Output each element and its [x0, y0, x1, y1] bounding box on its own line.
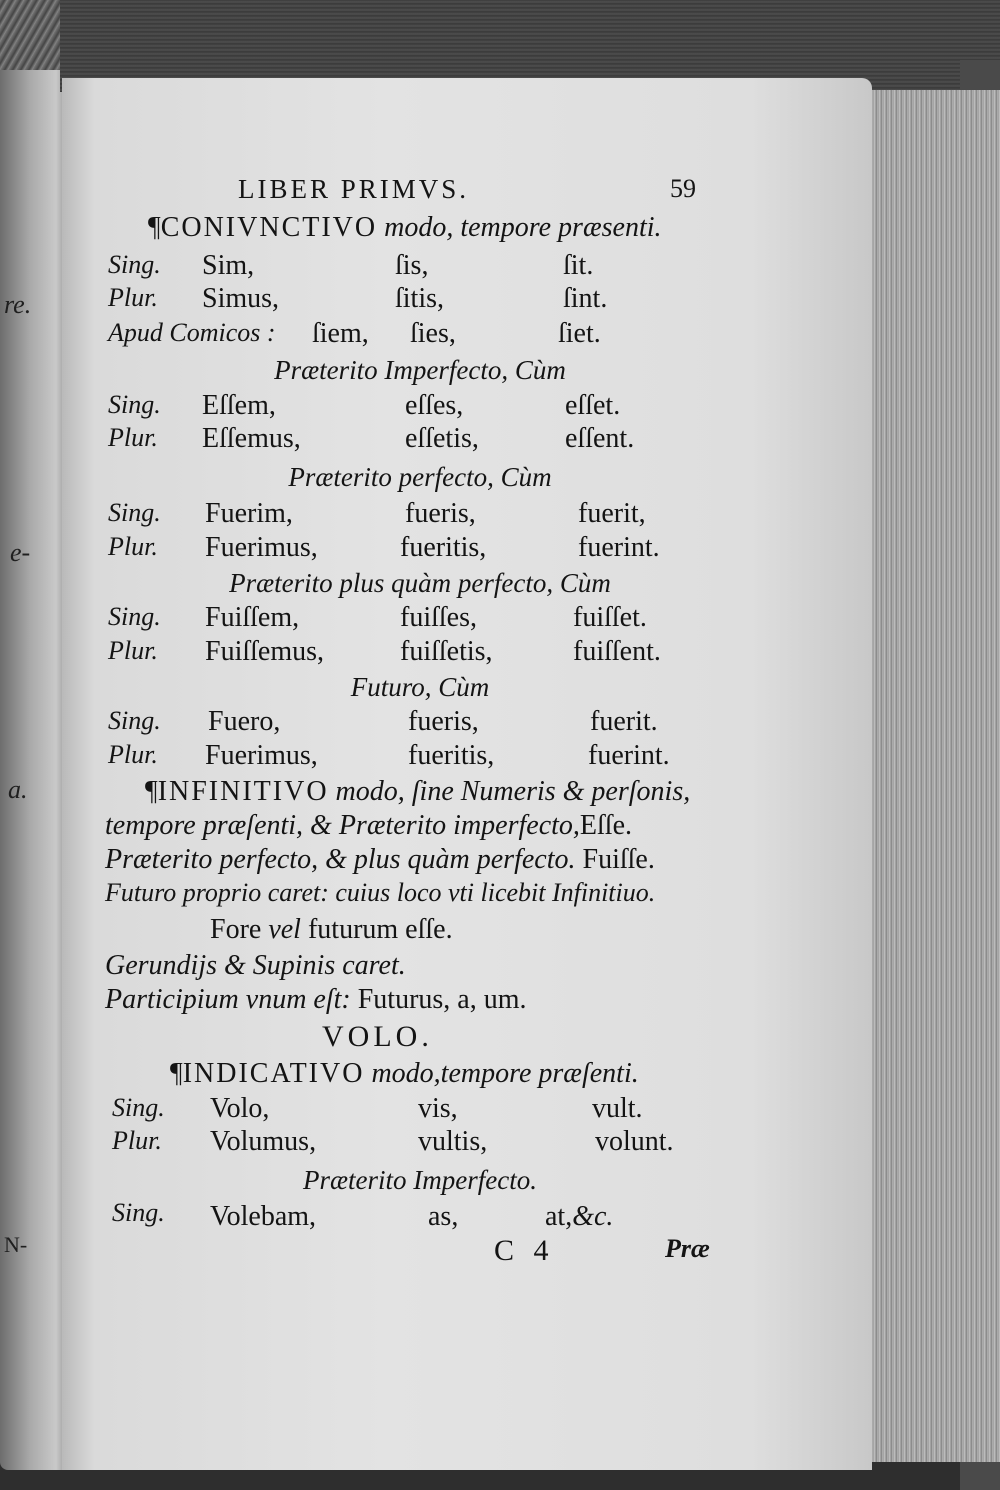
form-cell: Fuerim, [205, 498, 293, 529]
left-fragment: a. [8, 775, 28, 804]
tense-title: Futuro, Cùm [350, 672, 490, 702]
infinitive-line [210, 916, 453, 944]
verb-title: VOLO. [322, 1020, 433, 1053]
page-number: 59 [670, 174, 696, 203]
italic-text: tempore præſenti, & Præterito imperfecto, [105, 810, 580, 841]
infinitive-line [105, 812, 632, 840]
form-cell: ſis, [395, 250, 429, 281]
heading-rest: modo, tempore præsenti. [384, 212, 662, 243]
infinitive-line: Futuro proprio caret: cuius loco vti licebit Infinitiuo. [105, 878, 656, 907]
italic-text: vel [268, 914, 301, 945]
signature-mark: C 4 [494, 1234, 555, 1267]
form-cell: Sim, [202, 250, 255, 281]
form-cell: eſſent. [565, 423, 635, 454]
form-cell: eſſetis, [405, 423, 479, 454]
pilcrow-mark: ¶ [170, 1058, 183, 1089]
section-heading-indicativo [170, 1060, 639, 1088]
form-cell: fuerint. [588, 740, 670, 771]
form-cell: ſit. [563, 250, 594, 281]
row-label: Plur. [108, 740, 158, 769]
form-cell: eſſet. [565, 390, 621, 421]
left-page-edge [0, 70, 66, 1470]
form-cell: Fuero, [208, 706, 281, 737]
form-cell: Fuerimus, [205, 740, 318, 771]
form-cell: fuerit, [578, 498, 646, 529]
form-cell: Eſſem, [202, 390, 276, 421]
left-fragment: N- [4, 1232, 28, 1257]
form-cell: fuiſſes, [400, 602, 477, 633]
form-cell: fueritis, [400, 532, 487, 563]
form-cell: fuiſſetis, [400, 636, 493, 667]
italic-text: Præterito perfecto, & plus quàm perfecto. [105, 844, 576, 875]
row-label: Sing. [112, 1093, 165, 1122]
form-cell: fuiſſent. [573, 636, 661, 667]
row-label: Sing. [108, 706, 161, 735]
left-fragment: re. [4, 290, 32, 319]
heading-rest: modo, ſine Numeris & perſonis, [335, 776, 691, 807]
form-cell: fuiſſet. [573, 602, 647, 633]
row-label: Sing. [108, 498, 161, 527]
roman-text: at, [545, 1201, 573, 1232]
row-label: Sing. [108, 250, 161, 279]
form-cell: eſſes, [405, 390, 464, 421]
form-cell: vultis, [418, 1126, 488, 1157]
form-cell: vis, [418, 1093, 458, 1124]
form-cell [545, 1203, 613, 1231]
form-cell: vult. [592, 1093, 643, 1124]
form-cell: ſitis, [395, 283, 445, 314]
form-cell: Volebam, [210, 1201, 317, 1232]
infinitive-line [105, 846, 655, 874]
row-label: Sing. [108, 390, 161, 419]
mood-name: CONIVNCTIVO [160, 212, 378, 243]
roman-text: Futurus, a, um. [357, 984, 527, 1015]
heading-rest: modo,tempore præſenti. [371, 1058, 639, 1089]
pilcrow-mark: ¶ [145, 776, 158, 807]
form-cell: ſint. [563, 283, 608, 314]
row-label: Sing. [112, 1198, 165, 1227]
form-cell: as, [428, 1201, 459, 1232]
row-label: Sing. [108, 602, 161, 631]
gerund-line: Gerundijs & Supinis caret. [105, 950, 406, 981]
form-cell: Fuiſſemus, [205, 636, 325, 667]
page-fore-edge [868, 90, 1000, 1462]
form-cell: fueritis, [408, 740, 495, 771]
italic-text: &c. [572, 1201, 614, 1232]
form-cell: fuerit. [590, 706, 658, 737]
form-cell: Eſſemus, [202, 423, 301, 454]
roman-text: Eſſe. [579, 810, 632, 841]
tense-title: Præterito plus quàm perfecto, Cùm [229, 568, 611, 598]
form-cell: Volo, [210, 1093, 270, 1124]
form-cell: fueris, [405, 498, 476, 529]
section-heading-infinitivo [145, 778, 690, 806]
row-label: Plur. [108, 283, 158, 312]
catchword: Præ [665, 1234, 710, 1263]
form-cell: fuerint. [578, 532, 660, 563]
tense-title: Præterito Imperfecto, Cùm [274, 355, 566, 385]
form-cell: ſies, [410, 318, 456, 349]
form-cell: Fuerimus, [205, 532, 318, 563]
form-cell: Fuiſſem, [205, 602, 300, 633]
form-cell: Volumus, [210, 1126, 317, 1157]
page [62, 78, 872, 1470]
form-cell: fueris, [408, 706, 479, 737]
row-label: Plur. [112, 1126, 162, 1155]
pilcrow-mark: ¶ [148, 212, 161, 243]
italic-text: Participium vnum eſt: [105, 984, 351, 1015]
participle-line [105, 986, 527, 1014]
roman-text: Fore [210, 914, 262, 945]
running-title: LIBER PRIMVS. [238, 174, 470, 204]
row-label: Plur. [108, 636, 158, 665]
roman-text: Fuiſſe. [582, 844, 655, 875]
roman-text: futurum eſſe. [307, 914, 453, 945]
tense-title: Præterito perfecto, Cùm [288, 462, 552, 492]
tense-title: Præterito Imperfecto. [303, 1165, 537, 1195]
form-cell: Simus, [202, 283, 280, 314]
row-label: Plur. [108, 532, 158, 561]
form-cell: volunt. [595, 1126, 674, 1157]
row-label: Plur. [108, 423, 158, 452]
form-cell: ſiet. [558, 318, 601, 349]
row-label: Apud Comicos : [108, 318, 276, 347]
left-fragment: e- [10, 538, 31, 567]
mood-name: INDICATIVO [182, 1058, 365, 1089]
mood-name: INFINITIVO [157, 776, 329, 807]
form-cell: ſiem, [312, 318, 369, 349]
section-heading-coniunctivo [148, 214, 662, 242]
